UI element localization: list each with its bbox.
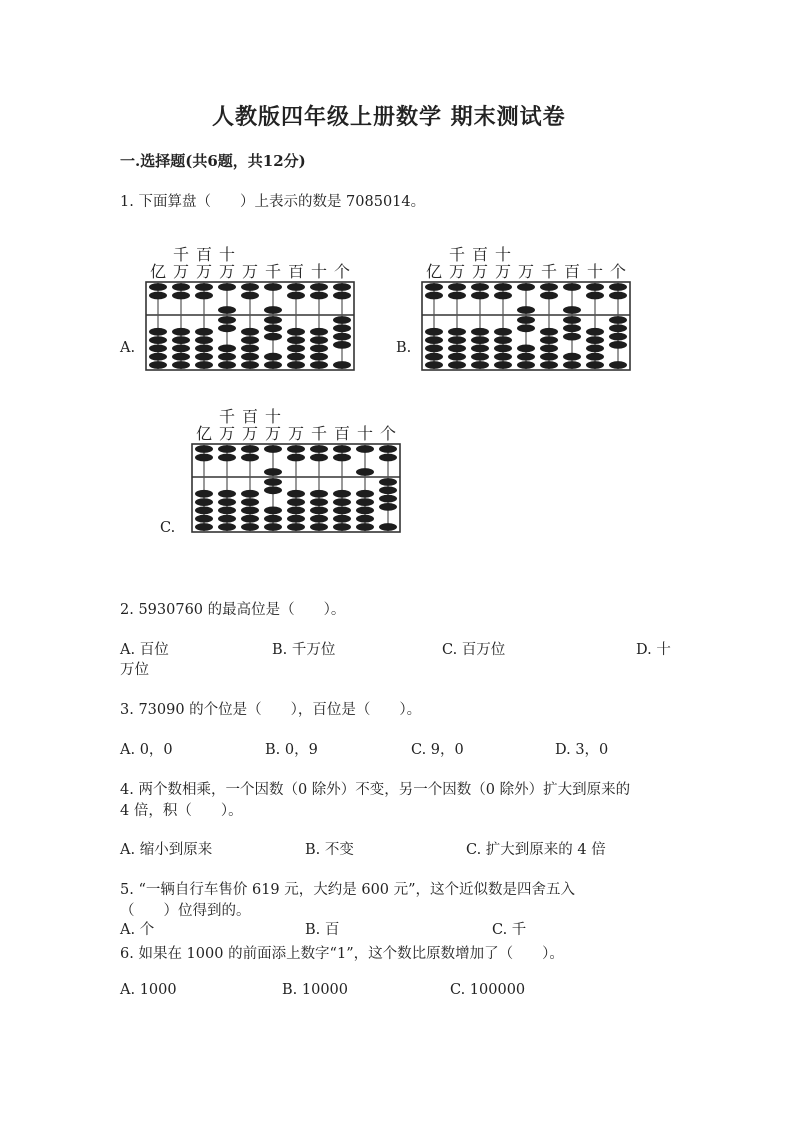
question-2-option-b[interactable]: B. 千万位	[272, 642, 336, 658]
abacus-bead	[287, 353, 305, 361]
abacus-bead	[448, 345, 466, 353]
abacus-bead	[287, 336, 305, 344]
abacus-bead	[310, 292, 328, 300]
abacus-bead	[218, 507, 236, 515]
abacus-bead	[494, 353, 512, 361]
abacus-bead	[149, 328, 167, 336]
abacus-bead	[609, 361, 627, 369]
abacus-bead	[287, 345, 305, 353]
question-2-option-d-wrap: 万位	[120, 662, 149, 678]
abacus-bead	[264, 316, 282, 324]
abacus-bead	[218, 523, 236, 531]
abacus-bead	[517, 283, 535, 291]
abacus-bead	[425, 283, 443, 291]
abacus-bead	[218, 445, 236, 453]
question-2-option-c[interactable]: C. 百万位	[442, 642, 506, 658]
abacus-bead	[264, 486, 282, 494]
abacus-bead	[172, 361, 190, 369]
abacus-bead	[448, 361, 466, 369]
abacus-bead	[356, 468, 374, 476]
abacus-bead	[218, 324, 236, 332]
abacus-bead	[241, 445, 259, 453]
abacus-bead	[379, 486, 397, 494]
abacus-bead	[586, 361, 604, 369]
abacus-bead	[287, 523, 305, 531]
abacus-bead	[172, 353, 190, 361]
abacus-bead	[609, 333, 627, 341]
abacus-bead	[195, 523, 213, 531]
abacus-bead	[264, 523, 282, 531]
abacus-bead	[264, 324, 282, 332]
abacus-bead	[471, 292, 489, 300]
abacus-place-label: 个	[609, 262, 627, 281]
abacus-bead	[356, 498, 374, 506]
abacus-bead	[287, 292, 305, 300]
abacus-svg	[420, 246, 632, 372]
abacus-place-label: 百	[563, 262, 581, 281]
abacus-bead	[218, 316, 236, 324]
abacus-bead	[287, 361, 305, 369]
question-6-stem: 6. 如果在 1000 的前面添上数字“1”，这个数比原数增加了（ ）。	[120, 946, 564, 962]
abacus-bead	[149, 292, 167, 300]
abacus-option-c	[190, 408, 402, 534]
abacus-bead	[425, 336, 443, 344]
abacus-bead	[379, 445, 397, 453]
abacus-place-label: 亿	[195, 424, 213, 443]
abacus-option-b	[420, 246, 632, 372]
abacus-bead	[540, 292, 558, 300]
abacus-bead	[379, 478, 397, 486]
abacus-bead	[287, 445, 305, 453]
abacus-place-label: 千	[264, 262, 282, 281]
abacus-place-label: 个	[333, 262, 351, 281]
abacus-bead	[356, 507, 374, 515]
abacus-bead	[379, 454, 397, 462]
abacus-place-label: 十	[356, 424, 374, 443]
abacus-bead	[149, 283, 167, 291]
abacus-svg	[190, 408, 402, 534]
abacus-bead	[333, 498, 351, 506]
abacus-bead	[149, 336, 167, 344]
abacus-bead	[241, 498, 259, 506]
abacus-bead	[218, 353, 236, 361]
abacus-place-label: 千	[540, 262, 558, 281]
abacus-bead	[563, 324, 581, 332]
abacus-bead	[195, 498, 213, 506]
page-title: 人教版四年级上册数学 期末测试卷	[212, 104, 566, 130]
abacus-place-label: 万	[448, 262, 466, 281]
abacus-place-label: 百	[287, 262, 305, 281]
abacus-bead	[195, 445, 213, 453]
abacus-place-label: 百	[195, 245, 213, 264]
abacus-place-label: 万	[241, 424, 259, 443]
question-5-option-c[interactable]: C. 千	[492, 922, 527, 938]
abacus-bead	[172, 345, 190, 353]
abacus-bead	[540, 353, 558, 361]
abacus-bead	[333, 292, 351, 300]
abacus-bead	[379, 503, 397, 511]
question-2-option-a[interactable]: A. 百位	[120, 642, 169, 658]
abacus-bead	[264, 283, 282, 291]
abacus-bead	[425, 361, 443, 369]
abacus-bead	[356, 515, 374, 523]
abacus-bead	[287, 490, 305, 498]
abacus-place-label: 万	[218, 262, 236, 281]
question-6-option-c[interactable]: C. 100000	[450, 982, 526, 998]
abacus-bead	[425, 328, 443, 336]
abacus-place-label: 万	[241, 262, 259, 281]
abacus-bead	[195, 283, 213, 291]
abacus-bead	[241, 292, 259, 300]
abacus-bead	[609, 292, 627, 300]
abacus-bead	[540, 328, 558, 336]
abacus-bead	[172, 292, 190, 300]
abacus-bead	[264, 353, 282, 361]
abacus-bead	[471, 345, 489, 353]
abacus-bead	[494, 336, 512, 344]
abacus-bead	[195, 328, 213, 336]
abacus-bead	[494, 328, 512, 336]
abacus-bead	[218, 345, 236, 353]
abacus-bead	[195, 353, 213, 361]
abacus-place-label: 千	[448, 245, 466, 264]
abacus-bead	[241, 353, 259, 361]
abacus-place-label: 万	[517, 262, 535, 281]
question-4-option-a[interactable]: A. 缩小到原来	[120, 842, 213, 858]
abacus-bead	[264, 478, 282, 486]
abacus-bead	[494, 292, 512, 300]
abacus-bead	[264, 445, 282, 453]
abacus-bead	[540, 336, 558, 344]
abacus-bead	[287, 507, 305, 515]
abacus-bead	[264, 507, 282, 515]
abacus-bead	[517, 306, 535, 314]
abacus-place-label: 亿	[149, 262, 167, 281]
question-5-stem-line2: （ ）位得到的。	[120, 903, 251, 919]
abacus-bead	[310, 353, 328, 361]
abacus-bead	[172, 328, 190, 336]
abacus-place-label: 百	[333, 424, 351, 443]
question-1-option-a-label[interactable]: A.	[120, 340, 136, 356]
abacus-bead	[310, 445, 328, 453]
abacus-bead	[333, 454, 351, 462]
question-3-option-d[interactable]: D. 3，0	[555, 742, 609, 758]
abacus-bead	[218, 454, 236, 462]
abacus-bead	[287, 328, 305, 336]
abacus-bead	[563, 283, 581, 291]
abacus-bead	[356, 445, 374, 453]
abacus-bead	[172, 283, 190, 291]
abacus-bead	[448, 353, 466, 361]
question-6-option-b[interactable]: B. 10000	[282, 982, 349, 998]
abacus-place-label: 千	[172, 245, 190, 264]
section-heading: 一.选择题(共6题，共12分)	[120, 152, 306, 170]
abacus-bead	[218, 498, 236, 506]
abacus-bead	[586, 292, 604, 300]
abacus-place-label: 个	[379, 424, 397, 443]
abacus-bead	[241, 345, 259, 353]
abacus-bead	[149, 345, 167, 353]
abacus-bead	[609, 316, 627, 324]
abacus-bead	[379, 495, 397, 503]
abacus-bead	[517, 345, 535, 353]
abacus-bead	[471, 353, 489, 361]
abacus-bead	[241, 507, 259, 515]
abacus-bead	[287, 515, 305, 523]
abacus-bead	[195, 292, 213, 300]
question-1-option-c-label[interactable]: C.	[160, 520, 176, 536]
abacus-bead	[563, 333, 581, 341]
abacus-bead	[333, 341, 351, 349]
abacus-place-label: 百	[241, 407, 259, 426]
abacus-bead	[609, 283, 627, 291]
abacus-bead	[586, 345, 604, 353]
abacus-option-a	[144, 246, 356, 372]
abacus-bead	[563, 316, 581, 324]
question-4-stem-line2: 4 倍，积（ ）。	[120, 803, 243, 819]
abacus-bead	[517, 324, 535, 332]
abacus-bead	[609, 341, 627, 349]
abacus-bead	[494, 361, 512, 369]
abacus-bead	[310, 498, 328, 506]
abacus-bead	[586, 353, 604, 361]
abacus-bead	[264, 468, 282, 476]
abacus-bead	[563, 306, 581, 314]
abacus-bead	[540, 361, 558, 369]
abacus-bead	[195, 507, 213, 515]
abacus-bead	[356, 523, 374, 531]
abacus-bead	[310, 328, 328, 336]
abacus-bead	[310, 283, 328, 291]
abacus-bead	[609, 324, 627, 332]
abacus-place-label: 万	[218, 424, 236, 443]
abacus-bead	[563, 353, 581, 361]
abacus-bead	[586, 336, 604, 344]
abacus-bead	[241, 328, 259, 336]
abacus-bead	[264, 515, 282, 523]
abacus-bead	[241, 454, 259, 462]
abacus-bead	[218, 283, 236, 291]
abacus-place-label: 十	[310, 262, 328, 281]
abacus-bead	[448, 292, 466, 300]
abacus-place-label: 万	[471, 262, 489, 281]
question-4-option-c[interactable]: C. 扩大到原来的 4 倍	[466, 842, 606, 858]
abacus-bead	[448, 336, 466, 344]
question-5-option-a[interactable]: A. 个	[120, 922, 155, 938]
abacus-bead	[287, 454, 305, 462]
abacus-bead	[195, 515, 213, 523]
abacus-bead	[494, 345, 512, 353]
abacus-bead	[448, 328, 466, 336]
abacus-place-label: 十	[494, 245, 512, 264]
abacus-bead	[218, 490, 236, 498]
abacus-bead	[356, 490, 374, 498]
abacus-bead	[195, 490, 213, 498]
abacus-bead	[310, 361, 328, 369]
abacus-bead	[241, 523, 259, 531]
abacus-place-label: 十	[264, 407, 282, 426]
question-4-stem-line1: 4. 两个数相乘，一个因数（0 除外）不变，另一个因数（0 除外）扩大到原来的	[120, 782, 631, 798]
abacus-bead	[333, 523, 351, 531]
abacus-bead	[379, 523, 397, 531]
abacus-bead	[264, 306, 282, 314]
abacus-bead	[195, 454, 213, 462]
abacus-place-label: 千	[310, 424, 328, 443]
abacus-bead	[448, 283, 466, 291]
abacus-place-label: 百	[471, 245, 489, 264]
abacus-bead	[540, 283, 558, 291]
question-1-stem: 1. 下面算盘（ ）上表示的数是 7085014。	[120, 194, 426, 210]
abacus-bead	[264, 361, 282, 369]
abacus-bead	[241, 361, 259, 369]
abacus-bead	[333, 333, 351, 341]
question-5-stem-line1: 5. “一辆自行车售价 619 元，大约是 600 元”，这个近似数是四舍五入	[120, 882, 576, 898]
abacus-bead	[241, 515, 259, 523]
abacus-bead	[310, 490, 328, 498]
abacus-place-label: 万	[172, 262, 190, 281]
abacus-bead	[218, 361, 236, 369]
abacus-bead	[333, 324, 351, 332]
abacus-place-label: 千	[218, 407, 236, 426]
abacus-place-label: 万	[195, 262, 213, 281]
abacus-bead	[264, 333, 282, 341]
question-2-stem: 2. 5930760 的最高位是（ ）。	[120, 602, 346, 618]
question-2-option-d[interactable]: D. 十	[636, 642, 671, 658]
abacus-bead	[218, 515, 236, 523]
abacus-bead	[195, 345, 213, 353]
abacus-bead	[494, 283, 512, 291]
abacus-bead	[333, 445, 351, 453]
abacus-bead	[471, 328, 489, 336]
abacus-bead	[172, 336, 190, 344]
abacus-bead	[425, 292, 443, 300]
abacus-bead	[218, 306, 236, 314]
question-3-option-c[interactable]: C. 9，0	[411, 742, 464, 758]
abacus-bead	[471, 361, 489, 369]
question-6-option-a[interactable]: A. 1000	[120, 982, 177, 998]
abacus-bead	[310, 454, 328, 462]
abacus-bead	[310, 507, 328, 515]
abacus-place-label: 十	[586, 262, 604, 281]
abacus-bead	[333, 490, 351, 498]
abacus-bead	[586, 328, 604, 336]
abacus-bead	[195, 336, 213, 344]
abacus-bead	[471, 336, 489, 344]
abacus-bead	[517, 361, 535, 369]
abacus-place-label: 万	[287, 424, 305, 443]
abacus-bead	[241, 490, 259, 498]
abacus-bead	[333, 361, 351, 369]
abacus-bead	[586, 283, 604, 291]
abacus-place-label: 十	[218, 245, 236, 264]
abacus-bead	[310, 345, 328, 353]
abacus-bead	[310, 523, 328, 531]
abacus-bead	[241, 336, 259, 344]
question-1-option-b-label[interactable]: B.	[396, 340, 412, 356]
abacus-svg	[144, 246, 356, 372]
abacus-bead	[333, 515, 351, 523]
abacus-bead	[517, 353, 535, 361]
abacus-bead	[517, 316, 535, 324]
abacus-place-label: 万	[494, 262, 512, 281]
abacus-bead	[563, 361, 581, 369]
abacus-place-label: 亿	[425, 262, 443, 281]
abacus-bead	[333, 283, 351, 291]
abacus-bead	[310, 515, 328, 523]
abacus-bead	[333, 507, 351, 515]
abacus-bead	[425, 353, 443, 361]
abacus-bead	[310, 336, 328, 344]
abacus-bead	[149, 361, 167, 369]
question-5-option-b[interactable]: B. 百	[305, 922, 340, 938]
question-4-option-b[interactable]: B. 不变	[305, 842, 354, 858]
abacus-bead	[287, 498, 305, 506]
abacus-bead	[540, 345, 558, 353]
abacus-bead	[241, 283, 259, 291]
abacus-place-label: 万	[264, 424, 282, 443]
abacus-bead	[195, 361, 213, 369]
question-3-option-a[interactable]: A. 0，0	[120, 742, 173, 758]
abacus-bead	[149, 353, 167, 361]
question-3-stem: 3. 73090 的个位是（ ），百位是（ ）。	[120, 702, 422, 718]
abacus-bead	[287, 283, 305, 291]
question-3-option-b[interactable]: B. 0，9	[265, 742, 318, 758]
abacus-bead	[425, 345, 443, 353]
abacus-bead	[333, 316, 351, 324]
abacus-bead	[471, 283, 489, 291]
